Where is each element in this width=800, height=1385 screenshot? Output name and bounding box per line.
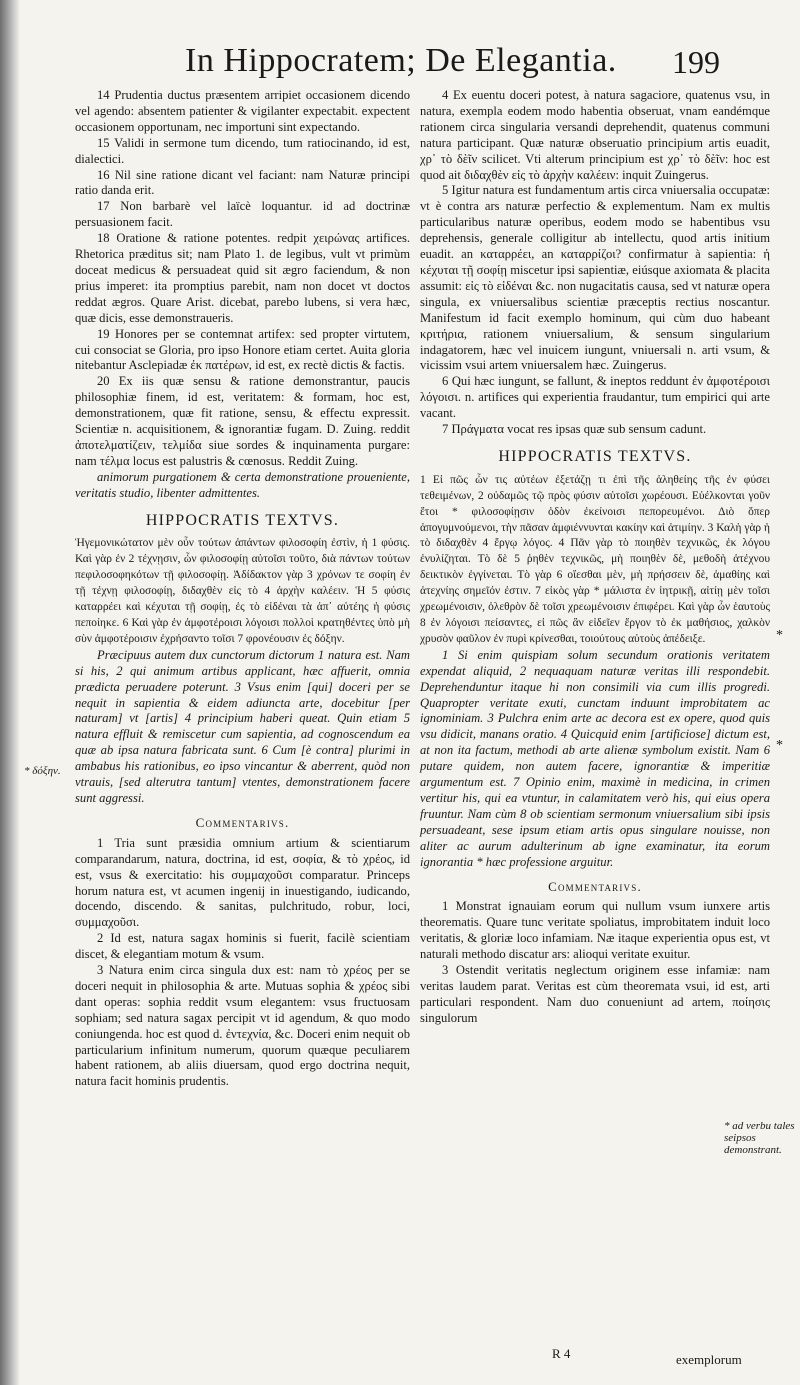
commentary-heading: Commentarivs. (195, 814, 290, 830)
paragraph: 6 Qui hæc iungunt, se fallunt, & ineptos reddunt ἐν ἀμφοτέροισι λόγοισι. n. artifices qui experientia fraudantur, tum empirici qui arte vacant. (420, 374, 770, 421)
paragraph: 16 Nil sine ratione dicant vel faciant: nam Naturæ principi ratio danda erit. (75, 167, 410, 198)
signature-mark: R 4 (552, 1346, 571, 1361)
commentary-heading: Commentarivs. (548, 878, 642, 894)
paragraph: 4 Ex euentu doceri potest, à natura sagaciore, quatenus vsu, in natura, exempla eodem modo habentia obseruat, vnam eandémque rationem circa singularia versandi deprehendit, quatenus communi natura participant. Quæ naturæ obseruatio principium artis euadit, χρ᾽ τὸ δὲῖν scilicet. Vti alterum principium est χρ᾽ τὸ δὲῖν: hoc est quod ait διδαχθὲν εἰς τὸ ἀρχὴν καλέειν: inquit Zuingerus. (420, 88, 770, 182)
running-title: In Hippocratem; De Elegantia. (185, 42, 617, 79)
catchword: exemplorum (676, 1352, 742, 1367)
latin-translation: 1 Si enim quispiam solum secundum orationis veritatem expendat aliquid, 2 nequaquam naturæ veritas illi respondebit. Deprehenduntur itaque hi non consimili via cum illis progredi. Quapropter veritate exuti, cunctam induunt improbitatem ac ignominiam. 3 Pulchra enim arte ac decora est ex opere, quod quis vsu didicit, manans oratio. 4 Quicquid enim [artificiose] dictum est, at non ita factum, methodi ab arte alienæ symbolum existit. Nam 6 putare quidem, non autem facere, ignorantiæ & imperitiæ argumentum est. 7 Opinio enim, maximè in medicina, in crimen vertitur his, qui ea vtuntur, in calamitatem verò his, qui eius opera fruuntur. Nam cùm 8 ob scientiam sermonum vniuersalium sibi ipsis persuadeant, sese ipsum etiam artis opus singulare nouisse, non aliter ac aurum adulterinum ab igne examinatur, ita eorum ignorantia * hæc professione arguitur. (420, 647, 770, 869)
paragraph: 17 Non barbarè vel laïcè loquantur. id ad doctrinæ persuasionem facit. (75, 199, 410, 230)
latin-translation: animorum purgationem & certa demonstratione proueniente, veritatis studio, libenter admittentes. (75, 469, 410, 500)
margin-note-left: * δόξην. (24, 765, 61, 777)
paragraph: 15 Validi in sermone tum dicendo, tum ratiocinando, id est, dialectici. (75, 135, 410, 166)
paragraph: 19 Honores per se contemnat artifex: sed propter virtutem, cui consociat se Gloria, pro ipso Honore etiam certet. Auita gloria nitebantur Asclepiadæ ἐκ πατέρων, id est, ex rectè dictis & factis. (75, 326, 410, 373)
left-column (75, 88, 410, 1090)
margin-star-2: * (776, 738, 783, 753)
page-number: 199 (672, 44, 720, 80)
greek-text-block: 1 Εἰ πῶς ὦν τις αὐτέων ἐξετάζῃ τι ἐπὶ τῆς ἀληθείης τῆς ἐν φύσει τεθειμένων, 2 οὐδαμῶς τῷ πρὸς φύσιν αὐτοῖσι χωρέουσι. Εὐέλκονται γοῦν ἔτοι * φιλοσοφίῃσιν ὁδὸν ἐκείνοισι πεπορευμένοι. Διὸ ὅπερ ἀπογυμνούμενοι, τὴν πᾶσαν ἀμφιέννυνται κακίην καὶ ἀτιμίην. 3 Καλὴ γὰρ ἡ τὸ διδαχθὲν 4 ἔργῳ λόγος. 4 Πᾶν γὰρ τὸ ποιηθὲν τεχνικῶς, ἐκ λόγου ἐνυλίζηται. Τὸ δὲ 5 ῥηθὲν τεχνικῶς, μὴ ποιηθὲν δὲ, μεθοδὴ ἀτέχνου δεικτικὸν ἐγγίνεται. Τὸ γὰρ 6 οἴεσθαι μὲν, μὴ πρήσσειν δὲ, ἀμαθίης καὶ ἀτεχνίης σημεῖόν ἐστιν. 7 εἰκὸς γὰρ * μάλιστα ἐν ἰητρικῇ, αἰτίῃ μὲν τοῖσι χρεωμένοισιν, ὀλεθρὸν δὲ τοῖσι χρεωμένοισιν ἐπιφέρει. Καὶ γὰρ ὦν ἑαυτοὺς 8 ἐν λόγοισι πείσαντες, εἰ πῶς ἂν εἰδεῖεν ἔργον τὸ ἐκ μαθήσιος, χαλκὸν χρυσὸν φαῦλον ἐν πυρὶ κρίνεσθαι, τοιούτους αὐτοὺς ἀπέδειξε. (420, 473, 770, 645)
section-heading: HIPPOCRATIS TEXTVS. (145, 511, 340, 529)
paragraph: 14 Prudentia ductus præsentem arripiet occasionem dicendo vel agendo: absentem patienter & vigilanter expectabit. expectent occasionem opportunam, nec importuni sint expectando. (75, 88, 410, 134)
paragraph: 2 Id est, natura sagax hominis si fuerit, facilè scientiam discet, & elegantiam motum & vsum. (75, 931, 410, 962)
greek-text-block: Ἡγεμονικώτατον μὲν οὖν τούτων ἁπάντων φιλοσοφίη ἐστὶν, ἡ 1 φύσις. Καὶ γὰρ ἐν 2 τέχνῃσιν, ὧν φιλοσοφίῃ αὐτοῖσι τοῦτο, διὰ πάντων τούτων πεφιλοσοφηκότων τῇ φιλοσοφίῃ. Ἀδίδακτον γὰρ 3 χρόνων τε σοφίη ἐν τῇ τέχνῃ φιλοσοφίῃ, διδαχθὲν εἰς τὸ 4 ἀρχὴν καλέειν. Ἡ 5 φύσις καταρρέει καὶ κέχυται τῇ σοφίῃ, ἐς τὸ εἰδέναι τὰ ἀπ᾽ αὐτέης ἡ φύσις πεποίηκε. 6 Καὶ γὰρ ἐν ἀμφοτέροισι λόγοισι πολλοὶ κρατηθέντες ὑπὸ μὴ σὺν ἀμφοτέροισιν ἐχρήσαντο τοῖσι 7 φρονέουσιν ἐς δόξην. (75, 537, 410, 645)
paragraph: 1 Tria sunt præsidia omnium artium & scientiarum comparandarum, natura, doctrina, id est, σοφία, & τὸ χρέος, id est, vsus & exercitatio: his συμμαχοῦσι comparatur. Princeps horum natura est, vt acumen ingenij in inuestigando, iudicando, docendo, discendo. & sanitas, pulchritudo, robur, loci, συμμαχοῦσι. (75, 835, 410, 930)
paragraph: 1 Monstrat ignauiam eorum qui nullum vsum iunxere artis theorematis. Quare tunc veritate spoliatus, improbitatem induit loco veritatis, & gloriæ loco infamiam. Næ itaque experientia opus est, vt naturali methodo discatur ars: alioqui veritate exuitur. (420, 899, 770, 962)
page-header (185, 42, 785, 82)
paragraph: 20 Ex iis quæ sensu & ratione demonstrantur, paucis philosophiæ finem, id est, veritatem: & formam, hoc est, demonstrationem, quæ fit ratione, sensu, & effectu expressit. Scientiæ n. acquisitionem, & ignorantiæ fugam. D. Zuing. reddit ἀποτελματίζειν, τελμίδα siue sordes & inquinamenta purgare: nam τέλμα locus est palustris & cœnosus. Reddit Zuing. (75, 374, 410, 468)
paragraph: 7 Πράγματα vocat res ipsas quæ sub sensum cadunt. (442, 422, 707, 437)
paragraph: 5 Igitur natura est fundamentum artis circa vniuersalia occupatæ: vt è contra ars naturæ perfectio & explementum. Nam ex multis particularibus naturæ operibus, eodem modo se habentibus vsu deprehensis, generale colligitur ab intellectu, quod artis initium euadit. an καταρρέει, an καταρρίζοι? confirmatur à sapientia: ἡ κέχυται τῇ σοφίῃ miscetur ipsi sapientiæ, eiúsque axiomata & placita assumit: εἰς τὸ εἰδέναι &c. non nugacitatis causa, sed vt naturæ opera singula, ex vniuersalibus scientiæ præceptis rectius noscantur. Manifestum id facit exemplo hominum, qui cùm duo habeant κριτήρια, rationem vniuersalium, & sensum singularium indagatorem, hæc vel inuicem iungunt, vniuersali n. arti vsum, & vicissim vsui artem vniuersalem hæc. Zuingerus. (420, 183, 770, 373)
paragraph: 3 Ostendit veritatis neglectum originem esse infamiæ: nam veritas laudem parat. Veritas est cùm theoremata vsui, id est, arti particulari respondent. Nam duo conueniunt ad artem, ποίησις singulorum (420, 963, 770, 1025)
margin-note-right: * ad verbu tales seipsos demonstrant. (724, 1120, 795, 1156)
right-column (420, 88, 770, 1027)
paragraph: 3 Natura enim circa singula dux est: nam τὸ χρέος per se doceri nequit in philosophia & arte. Mutuas sophia & χρέος sibi dant operas: sophia reddit vsum elegantem: vsus fructuosam sophiam; sed natura sagax percipit vt id agendum, & quo modo coniungenda. hoc est quod d. ἐντεχνία, &c. Doceri enim nequit ob particularium infinitum numerum, quorum quæque peculiarem habent rationem, ab aliis diuersam, quod ergo doctrina nequit, natura facit hominis prudentis. (75, 963, 410, 1089)
latin-translation: Præcipuus autem dux cunctorum dictorum 1 natura est. Nam si his, 2 qui animum artibus applicant, hæc affuerit, omnia prædicta peruadere poterunt. 3 Vsus enim [qui] doceri per se nequit in sapientia & eidem adiuncta arte, docebitur [per naturam] vt [artis] 4 principium haberi queat. Quin etiam 5 natura effluit & remiscetur cum sapientia, ad cognoscendum ea quæ ab ipsa natura fabricata sunt. 6 Cum [è contra] plurimi in ambabus his rationibus, eo ipso vincantur & aberrent, quòd non vtrauis, [sed alterutra tantum] vtentes, demonstrationem facere sunt aggressi. (75, 647, 410, 805)
page-gutter-shadow (0, 0, 20, 1385)
paragraph: 18 Oratione & ratione potentes. redpit χειρώνας artifices. Rhetorica præditus sit; nam Plato 1. de legibus, vult vt primùm doceat medicus & persuadeat quid sit ægro faciendum, & non prius imperet: ita promptius parebit, nam non docet vt doctos reddat ægros. Quare Arist. dicebat, parebo lubens, si vera hæc, quæ dicis, esse demonstraueris. (75, 231, 410, 325)
margin-star-1: * (776, 628, 783, 643)
section-heading: HIPPOCRATIS TEXTVS. (498, 447, 692, 465)
